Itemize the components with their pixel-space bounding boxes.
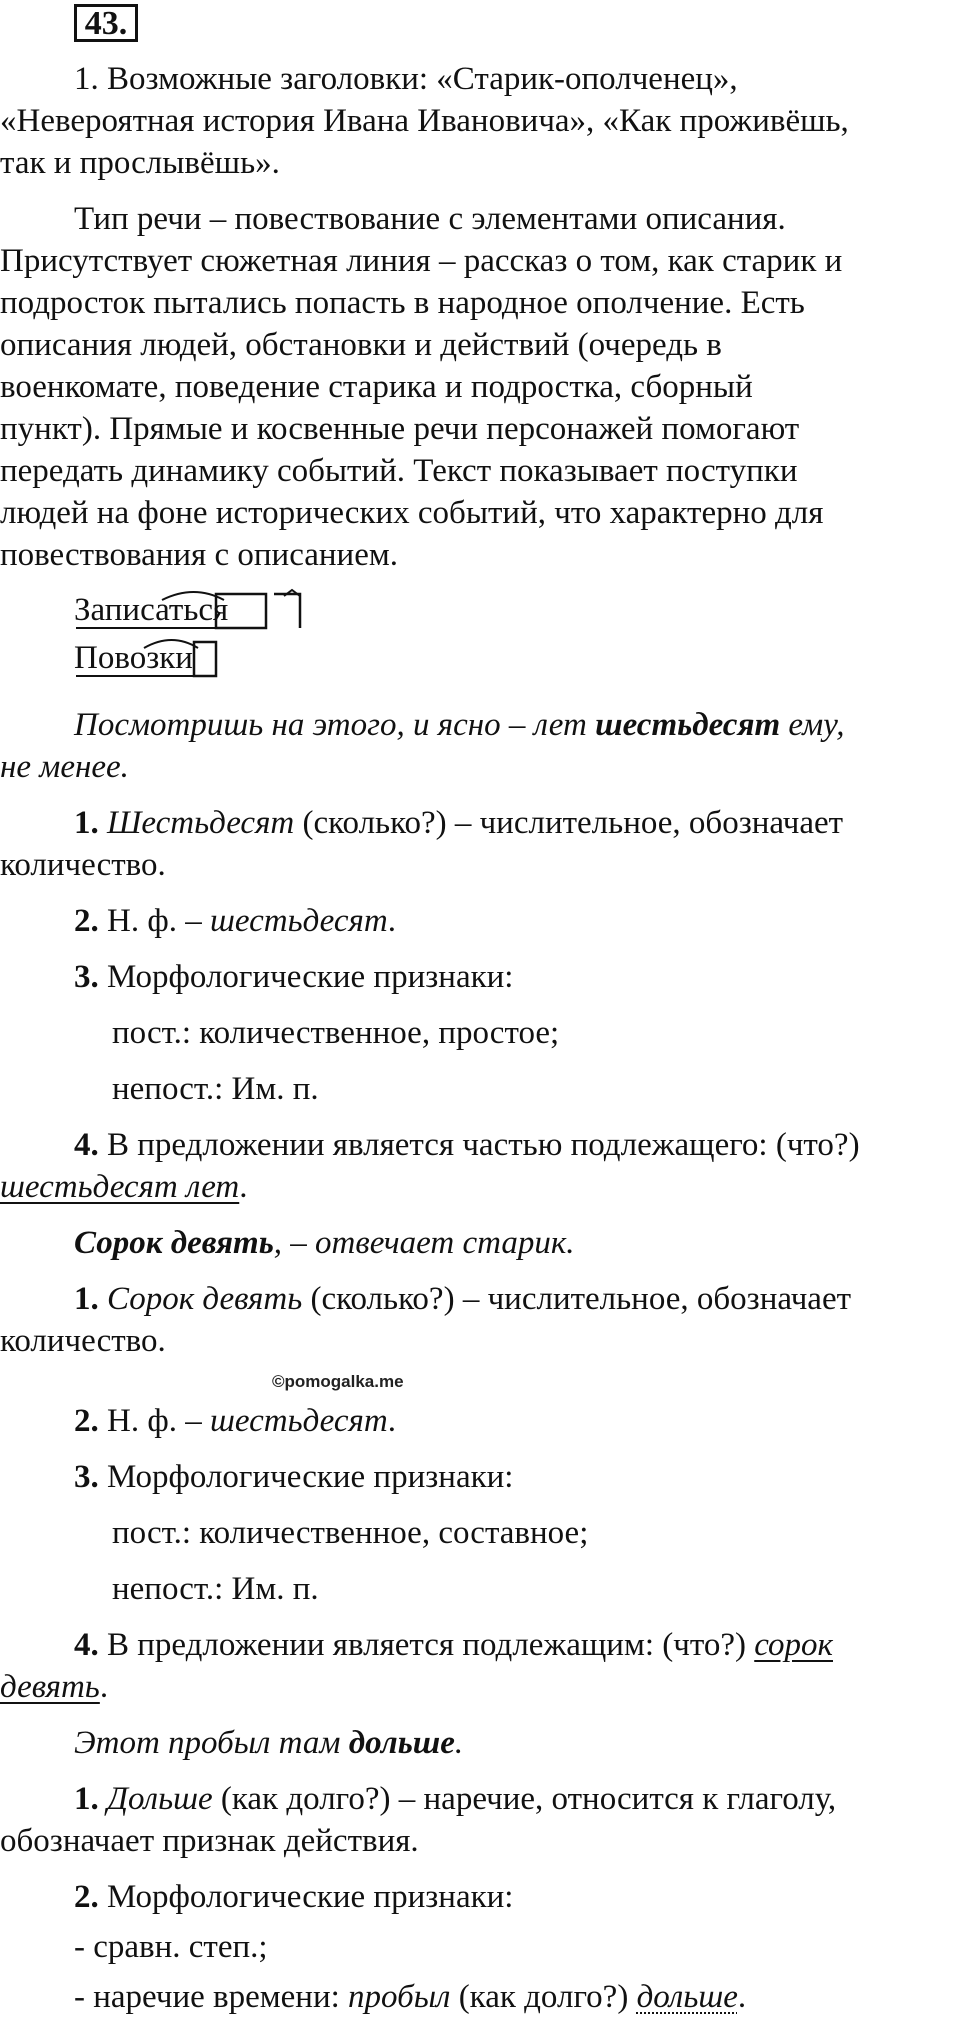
analysis-subitem: непост.: Им. п. <box>112 1571 319 1607</box>
analysis-item-cont: количество. <box>0 1323 166 1359</box>
morpheme-marks-icon <box>74 588 274 634</box>
analysis-item: 4. В предложении является частью подлежащего: (что?) <box>74 1127 860 1163</box>
example-sentence: Посмотришь на этого, и ясно – лет шестьдесят ему, <box>74 707 845 743</box>
morpheme-word: Записаться <box>74 592 229 628</box>
text-line: так и прослывёшь». <box>0 145 280 181</box>
analysis-item: 2. Морфологические признаки: <box>74 1879 514 1915</box>
example-sentence-cont: не менее. <box>0 749 129 785</box>
analysis-item-cont: обозначает признак действия. <box>0 1823 419 1859</box>
text-line: Тип речи – повествование с элементами описания. <box>74 201 786 237</box>
analysis-item: 4. В предложении является подлежащим: (что?) сорок <box>74 1627 833 1663</box>
analysis-subitem: пост.: количественное, составное; <box>112 1515 589 1551</box>
text-line: 1. Возможные заголовки: «Старик-ополченец», <box>74 61 738 97</box>
text-line: подросток пытались попасть в народное ополчение. Есть <box>0 285 805 321</box>
text-line: описания людей, обстановки и действий (очередь в <box>0 327 722 363</box>
analysis-item: 1. Шестьдесят (сколько?) – числительное, обозначает <box>74 805 844 841</box>
analysis-subitem: - наречие времени: пробыл (как долго?) дольше. <box>74 1979 747 2015</box>
analysis-item: 2. Н. ф. – шестьдесят. <box>74 1403 396 1439</box>
analysis-item: 1. Сорок девять (сколько?) – числительное, обозначает <box>74 1281 852 1317</box>
morpheme-marks-icon <box>74 636 214 682</box>
morpheme-word-2 <box>74 636 214 680</box>
morpheme-word-1 <box>74 588 274 632</box>
analysis-subitem: непост.: Им. п. <box>112 1071 319 1107</box>
watermark: ©pomogalka.me <box>272 1372 404 1391</box>
text-line: повествования с описанием. <box>0 537 398 573</box>
text-line: людей на фоне исторических событий, что характерно для <box>0 495 824 531</box>
analysis-item-cont: количество. <box>0 847 166 883</box>
analysis-subitem: пост.: количественное, простое; <box>112 1015 560 1051</box>
text-line: «Невероятная история Ивана Ивановича», «Как проживёшь, <box>0 103 849 139</box>
text-line: военкомате, поведение старика и подростка, сборный <box>0 369 753 405</box>
analysis-item: 1. Дольше (как долго?) – наречие, относится к глаголу, <box>74 1781 837 1817</box>
example-sentence: Этот пробыл там дольше. <box>74 1725 464 1761</box>
analysis-item: 2. Н. ф. – шестьдесят. <box>74 903 396 939</box>
analysis-item-cont: девять. <box>0 1669 109 1705</box>
task-number: 43. <box>74 4 138 42</box>
text-line: Присутствует сюжетная линия – рассказ о том, как старик и <box>0 243 843 279</box>
analysis-subitem: - сравн. степ.; <box>74 1929 268 1965</box>
analysis-item-cont: шестьдесят лет. <box>0 1169 248 1205</box>
text-line: передать динамику событий. Текст показывает поступки <box>0 453 798 489</box>
example-sentence: Сорок девять, – отвечает старик. <box>74 1225 575 1261</box>
analysis-item: 3. Морфологические признаки: <box>74 1459 514 1495</box>
morpheme-word: Повозки <box>74 640 193 676</box>
text-line: пункт). Прямые и косвенные речи персонажей помогают <box>0 411 800 447</box>
analysis-item: 3. Морфологические признаки: <box>74 959 514 995</box>
